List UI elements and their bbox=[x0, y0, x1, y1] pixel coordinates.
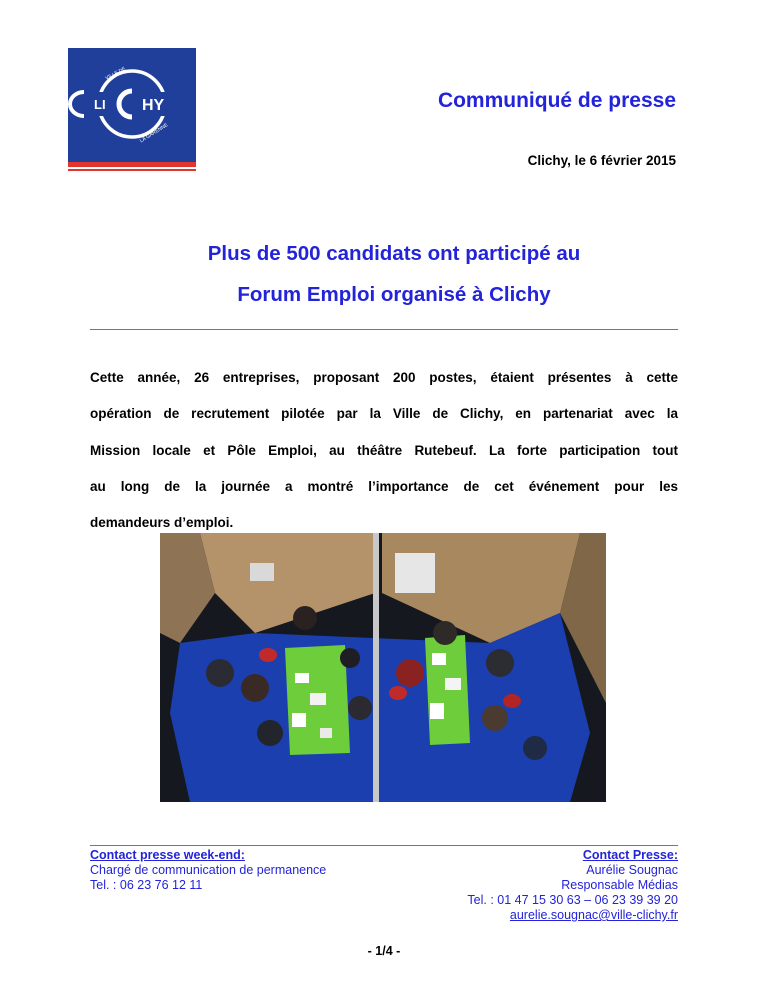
document-date: Clichy, le 6 février 2015 bbox=[527, 153, 676, 168]
photo-image-icon bbox=[160, 533, 606, 802]
lead-line: Mission locale et Pôle Emploi, au théâtre Rutebeuf. La forte participation tout bbox=[90, 442, 678, 458]
logo-stripe-thin bbox=[68, 169, 196, 171]
divider-bottom bbox=[90, 845, 678, 846]
contact-press-role: Responsable Médias bbox=[561, 878, 678, 892]
headline-line-1: Plus de 500 candidats ont participé au bbox=[207, 242, 581, 265]
forum-photo bbox=[160, 533, 606, 802]
lead-line: Cette année, 26 entreprises, proposant 200 postes, étaient présentes à cette bbox=[90, 370, 678, 385]
logo-la-garenne: LA GARENNE bbox=[138, 122, 170, 145]
logo-ville-de: VILLE DE bbox=[104, 66, 127, 82]
clichy-logo-icon bbox=[68, 48, 196, 162]
document-type-title: Communiqué de presse bbox=[437, 89, 676, 112]
lead-line: opération de recrutement pilotée par la Ville de Clichy, en partenariat avec la bbox=[90, 406, 678, 422]
contact-press-title: Contact Presse: bbox=[582, 848, 678, 862]
lead-line: au long de la journée a montré l’importance de cet événement pour les bbox=[90, 478, 678, 494]
contact-press-block bbox=[467, 848, 678, 923]
logo-wordmark: CLICHY bbox=[68, 48, 72, 49]
contact-press-phone: Tel. : 01 47 15 30 63 – 06 23 39 39 20 bbox=[467, 893, 678, 907]
divider-top bbox=[90, 329, 678, 330]
svg-text:HY: HY bbox=[142, 97, 165, 114]
lead-line: demandeurs d’emploi. bbox=[90, 515, 234, 531]
contact-weekend-role: Chargé de communication de permanence bbox=[90, 863, 327, 877]
contact-weekend-title: Contact presse week-end: bbox=[90, 848, 245, 862]
svg-text:LI: LI bbox=[94, 97, 106, 112]
contact-press-name: Aurélie Sougnac bbox=[586, 863, 678, 877]
city-logo bbox=[68, 48, 196, 162]
lead-paragraph bbox=[90, 360, 678, 541]
headline-line-2: Forum Emploi organisé à Clichy bbox=[237, 283, 551, 306]
page-number: - 1/4 - bbox=[367, 944, 401, 958]
contact-press-email-link[interactable]: aurelie.sougnac@ville-clichy.fr bbox=[509, 908, 678, 922]
contact-weekend-phone: Tel. : 06 23 76 12 11 bbox=[90, 878, 203, 892]
contact-weekend-block bbox=[90, 848, 326, 893]
